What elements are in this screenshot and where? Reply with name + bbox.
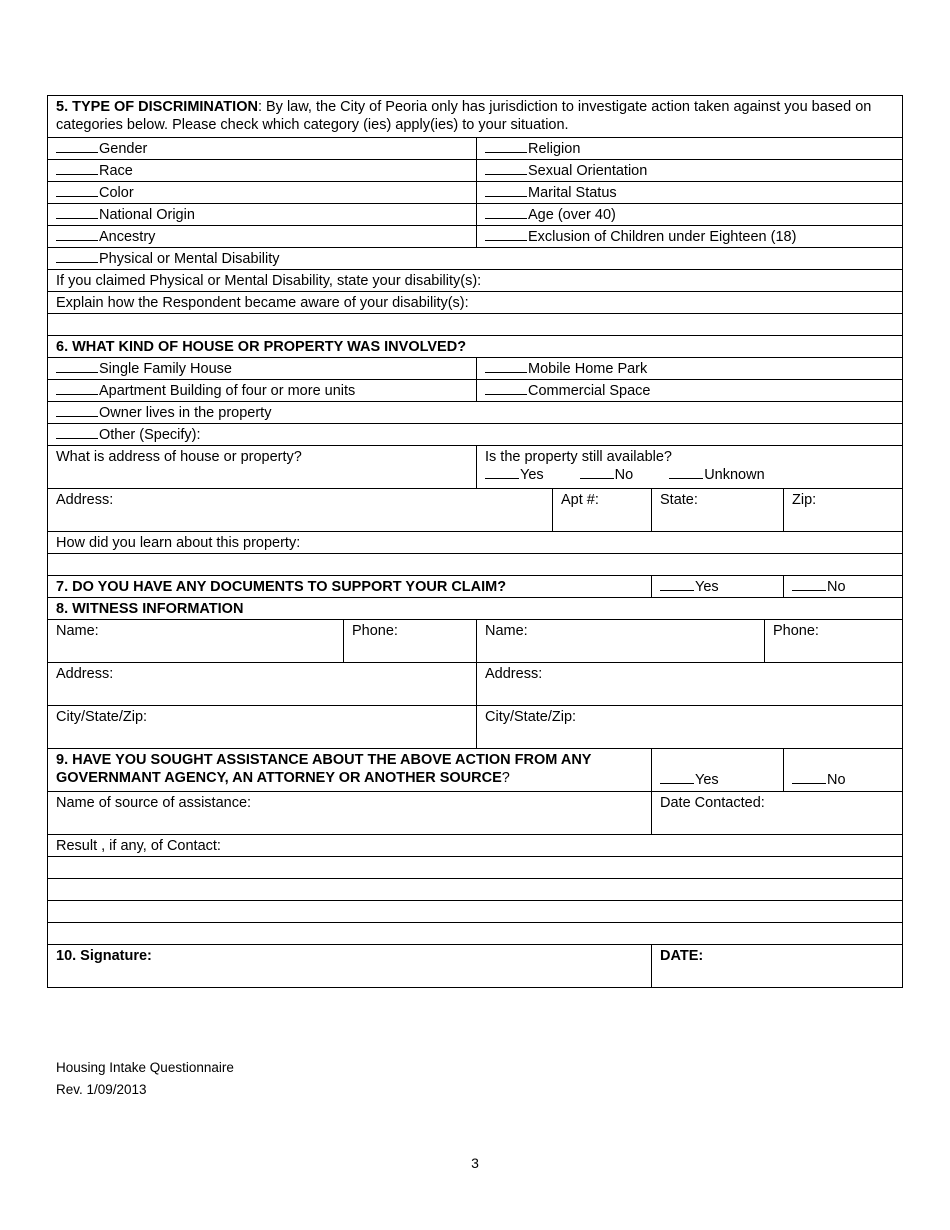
result-field[interactable]: Result , if any, of Contact: xyxy=(47,835,903,857)
checkbox-race[interactable]: Race xyxy=(48,160,476,181)
checkbox-age[interactable]: Age (over 40) xyxy=(476,204,902,225)
blank-line[interactable] xyxy=(47,923,903,945)
footer xyxy=(56,1057,234,1101)
section6-header xyxy=(47,336,903,358)
footer-revision: Rev. 1/09/2013 xyxy=(56,1082,147,1097)
s6-address-question xyxy=(47,446,903,489)
checkbox-owner-lives[interactable]: Owner lives in the property xyxy=(48,402,902,423)
checkbox-marital-status[interactable]: Marital Status xyxy=(476,182,902,203)
s6-row-4 xyxy=(47,424,903,446)
property-available: Is the property still available? Yes No Unknown xyxy=(476,446,902,488)
blank-line[interactable] xyxy=(47,901,903,923)
address-field[interactable]: Address: xyxy=(56,492,114,508)
blank-line[interactable] xyxy=(47,314,903,336)
s6-address-row xyxy=(47,489,903,532)
checkbox-exclusion-children[interactable]: Exclusion of Children under Eighteen (18) xyxy=(476,226,902,247)
source-name-field[interactable]: Name of source of assistance: xyxy=(56,795,252,811)
checkbox-gender[interactable]: Gender xyxy=(48,138,476,159)
available-yes[interactable]: Yes xyxy=(485,466,544,484)
section9-heading: 9. HAVE YOU SOUGHT ASSISTANCE ABOUT THE ABOVE ACTION FROM ANY GOVERNMANT AGENCY, AN ATTORNEY OR ANOTHER SOURCE? xyxy=(56,752,592,786)
s5-row-2 xyxy=(47,160,903,182)
disability-aware-field[interactable]: Explain how the Respondent became aware of your disability(s): xyxy=(47,292,903,314)
witness2-city-field[interactable]: City/State/Zip: xyxy=(476,706,902,748)
witness1-name-field[interactable]: Name: xyxy=(56,623,99,639)
s5-row-1 xyxy=(47,138,903,160)
learn-property-field[interactable]: How did you learn about this property: xyxy=(47,532,903,554)
apt-field[interactable]: Apt #: xyxy=(552,489,651,531)
section8-heading: 8. WITNESS INFORMATION xyxy=(56,601,244,617)
checkbox-color[interactable]: Color xyxy=(48,182,476,203)
s6-row-2 xyxy=(47,380,903,402)
disability-claimed-field[interactable]: If you claimed Physical or Mental Disability, state your disability(s): xyxy=(47,270,903,292)
section7-row xyxy=(47,576,903,598)
checkbox-sexual-orientation[interactable]: Sexual Orientation xyxy=(476,160,902,181)
section7-heading: 7. DO YOU HAVE ANY DOCUMENTS TO SUPPORT YOUR CLAIM? xyxy=(56,579,507,595)
zip-field[interactable]: Zip: xyxy=(783,489,902,531)
checkbox-mobile-home[interactable]: Mobile Home Park xyxy=(476,358,902,379)
documents-yes[interactable]: Yes xyxy=(651,576,783,597)
signature-field[interactable]: 10. Signature: xyxy=(56,948,152,964)
witness1-address-field[interactable]: Address: xyxy=(56,666,114,682)
available-unknown[interactable]: Unknown xyxy=(669,466,764,484)
checkbox-religion[interactable]: Religion xyxy=(476,138,902,159)
section5-header xyxy=(47,95,903,138)
checkbox-ancestry[interactable]: Ancestry xyxy=(48,226,476,247)
witness2-address-field[interactable]: Address: xyxy=(476,663,902,705)
footer-title: Housing Intake Questionnaire xyxy=(56,1060,234,1075)
checkbox-national-origin[interactable]: National Origin xyxy=(48,204,476,225)
witness1-phone-field[interactable]: Phone: xyxy=(343,620,476,662)
checkbox-disability[interactable]: Physical or Mental Disability xyxy=(48,248,902,269)
section8-header xyxy=(47,598,903,620)
page-number: 3 xyxy=(471,1155,479,1171)
s6-row-1 xyxy=(47,358,903,380)
s5-row-3 xyxy=(47,182,903,204)
assistance-source-row xyxy=(47,792,903,835)
s6-row-3 xyxy=(47,402,903,424)
blank-line[interactable] xyxy=(47,879,903,901)
s5-row-4 xyxy=(47,204,903,226)
section6-heading: 6. WHAT KIND OF HOUSE OR PROPERTY WAS INVOLVED? xyxy=(56,339,467,355)
assistance-no[interactable]: No xyxy=(783,749,902,791)
checkbox-apartment[interactable]: Apartment Building of four or more units xyxy=(48,380,476,401)
signature-date-field[interactable]: DATE: xyxy=(651,945,902,987)
witness-city-row xyxy=(47,706,903,749)
checkbox-other[interactable]: Other (Specify): xyxy=(48,424,902,445)
assistance-yes[interactable]: Yes xyxy=(651,749,783,791)
property-address-question: What is address of house or property? xyxy=(56,449,302,465)
witness-name-row xyxy=(47,620,903,663)
state-field[interactable]: State: xyxy=(651,489,783,531)
signature-row xyxy=(47,945,903,988)
blank-line[interactable] xyxy=(47,857,903,879)
date-contacted-field[interactable]: Date Contacted: xyxy=(651,792,902,834)
checkbox-commercial[interactable]: Commercial Space xyxy=(476,380,902,401)
witness2-phone-field[interactable]: Phone: xyxy=(764,620,902,662)
section5-heading: 5. TYPE OF DISCRIMINATION xyxy=(56,99,258,115)
blank-line[interactable] xyxy=(47,554,903,576)
witness1-city-field[interactable]: City/State/Zip: xyxy=(56,709,148,725)
available-no[interactable]: No xyxy=(580,466,634,484)
section5-intro: : By law, the City of Peoria only has jurisdiction to investigate action taken against you based on categories below. Please check which category (ies) apply(ies) to your situation. xyxy=(56,99,872,133)
discrimination-form xyxy=(47,95,903,988)
documents-no[interactable]: No xyxy=(783,576,902,597)
witness2-name-field[interactable]: Name: xyxy=(476,620,764,662)
s5-row-6 xyxy=(47,248,903,270)
checkbox-single-family[interactable]: Single Family House xyxy=(48,358,476,379)
witness-address-row xyxy=(47,663,903,706)
section9-row xyxy=(47,749,903,792)
s5-row-5 xyxy=(47,226,903,248)
